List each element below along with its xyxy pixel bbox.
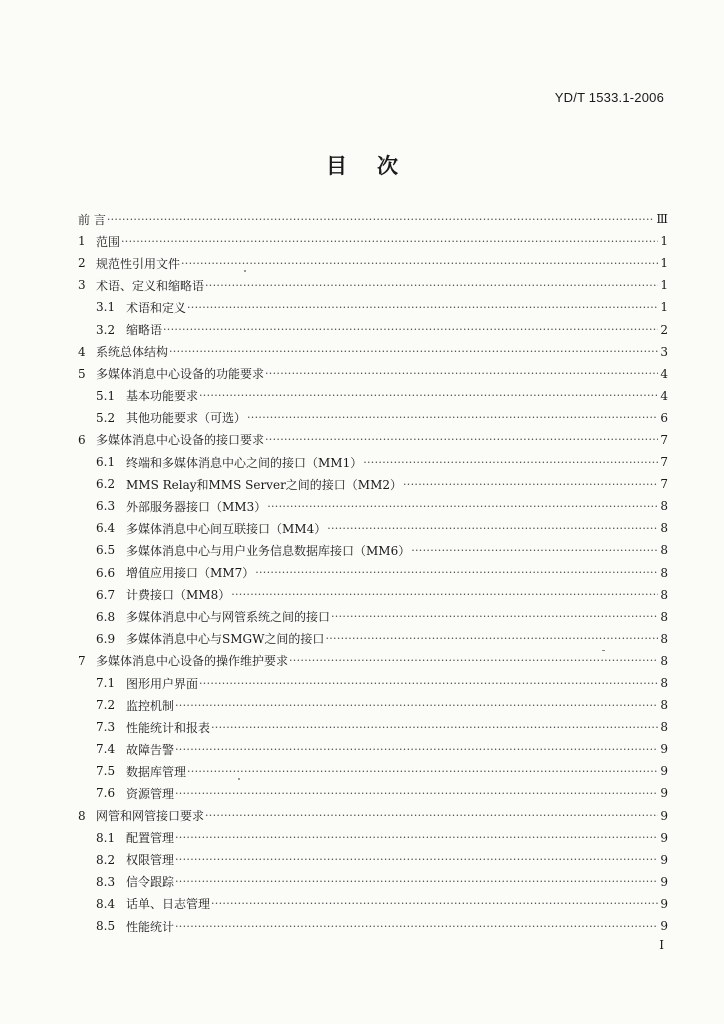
toc-leader-dots (121, 235, 658, 248)
toc-entry-number: 8 (78, 808, 86, 823)
toc-entry (78, 606, 668, 628)
toc-entry-title: 性能统计和报表 (126, 720, 211, 735)
table-of-contents (78, 208, 668, 937)
toc-leader-dots (247, 411, 658, 424)
toc-entry-page: 7 (660, 455, 668, 470)
toc-entry (78, 429, 668, 451)
toc-entry-title: 缩略语 (126, 323, 163, 338)
toc-entry-page: 8 (660, 587, 668, 602)
toc-entry (78, 539, 668, 561)
toc-entry-page: 8 (660, 631, 668, 646)
toc-entry (78, 584, 668, 606)
toc-entry (78, 208, 668, 230)
toc-leader-dots (267, 500, 658, 513)
toc-leader-dots (363, 456, 658, 469)
toc-leader-dots (187, 765, 658, 778)
toc-entry (78, 716, 668, 738)
toc-entry (78, 871, 668, 893)
toc-entry-title: 基本功能要求 (126, 389, 199, 404)
toc-entry-title: 外部服务器接口（MM3） (126, 499, 267, 514)
toc-entry-page: 8 (660, 543, 668, 558)
toc-entry-title: 增值应用接口（MM7） (126, 566, 255, 581)
toc-leader-dots (175, 920, 658, 933)
toc-leader-dots (265, 367, 658, 380)
toc-leader-dots (175, 743, 658, 756)
toc-leader-dots (231, 588, 658, 601)
scan-speck (602, 650, 605, 651)
toc-entry-page: 9 (660, 786, 668, 801)
toc-entry (78, 385, 668, 407)
toc-entry (78, 782, 668, 804)
toc-entry-page: 3 (660, 344, 668, 359)
toc-entry-title: 多媒体消息中心设备的接口要求 (96, 433, 265, 448)
toc-entry-page: 8 (660, 698, 668, 713)
toc-entry-page: 8 (660, 676, 668, 691)
toc-entry-title: 监控机制 (126, 698, 175, 713)
toc-entry-number: 4 (78, 344, 86, 359)
toc-entry-number: 8.3 (96, 874, 116, 889)
toc-leader-dots (331, 610, 658, 623)
toc-entry (78, 318, 668, 340)
toc-leader-dots (205, 809, 658, 822)
toc-entry (78, 296, 668, 318)
page-title: 目次 (326, 154, 428, 178)
toc-entry-title: 多媒体消息中心与用户业务信息数据库接口（MM6） (126, 543, 411, 558)
toc-entry-page: 1 (660, 300, 668, 315)
toc-entry-number: 7.6 (96, 786, 116, 801)
toc-leader-dots (211, 897, 658, 910)
toc-leader-dots (205, 279, 658, 292)
toc-entry-title: 性能统计 (126, 919, 175, 934)
toc-entry-page: 1 (660, 256, 668, 271)
toc-entry-title: 术语、定义和缩略语 (96, 278, 205, 293)
toc-entry-page: 1 (660, 278, 668, 293)
page-number: I (659, 938, 664, 952)
toc-entry-number: 6.5 (96, 543, 116, 558)
toc-entry (78, 694, 668, 716)
toc-entry (78, 738, 668, 760)
toc-entry (78, 760, 668, 782)
toc-entry-title: 数据库管理 (126, 764, 187, 779)
toc-entry-number: 6.9 (96, 631, 116, 646)
toc-entry-page: 8 (660, 653, 668, 668)
toc-leader-dots (187, 301, 658, 314)
toc-leader-dots (211, 721, 658, 734)
toc-entry (78, 230, 668, 252)
toc-leader-dots (163, 323, 658, 336)
toc-entry-number: 6.4 (96, 521, 116, 536)
toc-entry-page: 7 (660, 477, 668, 492)
toc-entry-number: 5 (78, 366, 86, 381)
toc-entry-number: 7.4 (96, 742, 116, 757)
toc-leader-dots (181, 257, 658, 270)
toc-entry-title: 资源管理 (126, 786, 175, 801)
toc-entry-title: 系统总体结构 (96, 345, 169, 360)
toc-entry-title: MMS Relay和MMS Server之间的接口（MM2） (126, 477, 403, 492)
toc-entry-page: 9 (660, 808, 668, 823)
toc-leader-dots (175, 853, 658, 866)
toc-entry (78, 495, 668, 517)
toc-leader-dots (403, 478, 658, 491)
toc-entry-page: 9 (660, 852, 668, 867)
toc-entry (78, 407, 668, 429)
toc-entry-title: 故障告警 (126, 742, 175, 757)
toc-leader-dots (107, 213, 655, 226)
toc-entry-title: 多媒体消息中心与网管系统之间的接口 (126, 610, 331, 625)
toc-entry-number: 5.1 (96, 388, 116, 403)
toc-leader-dots (175, 699, 658, 712)
toc-entry-title: 图形用户界面 (126, 676, 199, 691)
toc-entry (78, 517, 668, 539)
scan-speck (238, 778, 240, 780)
toc-entry-page: 8 (660, 609, 668, 624)
toc-entry (78, 451, 668, 473)
toc-leader-dots (199, 389, 658, 402)
toc-leader-dots (175, 875, 658, 888)
toc-entry (78, 252, 668, 274)
toc-entry-title: 术语和定义 (126, 300, 187, 315)
toc-entry-number: 2 (78, 256, 86, 271)
toc-entry-page: 1 (660, 234, 668, 249)
toc-entry-title: 其他功能要求（可选） (126, 411, 247, 426)
toc-entry-number: 7.3 (96, 720, 116, 735)
toc-entry-page: 7 (660, 432, 668, 447)
toc-entry (78, 849, 668, 871)
toc-entry-number: 6.3 (96, 499, 116, 514)
toc-entry-number: 6.8 (96, 609, 116, 624)
toc-entry-page: 8 (660, 521, 668, 536)
toc-entry-title: 网管和网管接口要求 (96, 809, 205, 824)
standard-number: YD/T 1533.1-2006 (554, 90, 664, 105)
toc-leader-dots (175, 787, 658, 800)
toc-entry-page: 9 (660, 874, 668, 889)
toc-entry-title: 多媒体消息中心间互联接口（MM4） (126, 521, 327, 536)
toc-entry-title: 多媒体消息中心设备的操作维护要求 (96, 654, 289, 669)
toc-entry-page: 8 (660, 499, 668, 514)
toc-entry-page: 2 (660, 322, 668, 337)
toc-entry-title: 终端和多媒体消息中心之间的接口（MM1） (126, 455, 363, 470)
toc-entry-number: 8.5 (96, 919, 116, 934)
toc-leader-dots (411, 544, 658, 557)
toc-entry-page: 9 (660, 830, 668, 845)
toc-entry-page: 9 (660, 742, 668, 757)
toc-entry-page: 4 (660, 388, 668, 403)
toc-entry (78, 672, 668, 694)
toc-leader-dots (325, 632, 658, 645)
toc-entry-page: 6 (660, 410, 668, 425)
toc-entry-number: 8.2 (96, 852, 116, 867)
toc-entry-title: 多媒体消息中心设备的功能要求 (96, 367, 265, 382)
toc-leader-dots (289, 654, 658, 667)
toc-leader-dots (175, 831, 658, 844)
toc-entry (78, 341, 668, 363)
toc-leader-dots (169, 345, 658, 358)
toc-entry (78, 650, 668, 672)
toc-entry (78, 473, 668, 495)
toc-entry-number: 6 (78, 432, 86, 447)
toc-leader-dots (199, 677, 658, 690)
toc-entry-number: 1 (78, 234, 86, 249)
toc-entry-page: 4 (660, 366, 668, 381)
toc-entry-number: 7.1 (96, 676, 116, 691)
toc-entry-page: 9 (660, 919, 668, 934)
toc-entry-title: 多媒体消息中心与SMGW之间的接口 (126, 632, 325, 647)
toc-entry-title: 权限管理 (126, 853, 175, 868)
toc-entry-number: 8.4 (96, 896, 116, 911)
toc-entry-title: 前 言 (78, 212, 106, 227)
toc-entry-title: 范围 (96, 234, 121, 249)
toc-entry-number: 3 (78, 278, 86, 293)
toc-entry-number: 7.2 (96, 698, 116, 713)
toc-entry (78, 628, 668, 650)
toc-leader-dots (265, 433, 658, 446)
toc-entry-number: 6.6 (96, 565, 116, 580)
toc-entry (78, 274, 668, 296)
toc-entry (78, 363, 668, 385)
scan-speck (244, 270, 246, 272)
toc-entry-page: 8 (660, 720, 668, 735)
toc-entry-number: 7.5 (96, 764, 116, 779)
toc-entry-number: 8.1 (96, 830, 116, 845)
toc-entry-page: Ⅲ (656, 212, 668, 227)
toc-entry (78, 562, 668, 584)
toc-leader-dots (327, 522, 658, 535)
toc-entry (78, 805, 668, 827)
toc-entry-title: 计费接口（MM8） (126, 588, 231, 603)
toc-entry-page: 9 (660, 896, 668, 911)
toc-leader-dots (255, 566, 658, 579)
toc-entry-page: 8 (660, 565, 668, 580)
toc-entry-number: 3.1 (96, 300, 116, 315)
toc-entry-title: 配置管理 (126, 831, 175, 846)
toc-entry-number: 6.7 (96, 587, 116, 602)
toc-entry-page: 9 (660, 764, 668, 779)
toc-entry-number: 6.1 (96, 455, 116, 470)
toc-entry-number: 3.2 (96, 322, 116, 337)
toc-entry (78, 915, 668, 937)
toc-entry-title: 信令跟踪 (126, 875, 175, 890)
toc-entry-title: 规范性引用文件 (96, 256, 181, 271)
toc-entry-number: 5.2 (96, 410, 116, 425)
toc-entry-number: 6.2 (96, 477, 116, 492)
toc-entry (78, 893, 668, 915)
toc-entry-number: 7 (78, 653, 86, 668)
toc-entry (78, 827, 668, 849)
toc-entry-title: 话单、日志管理 (126, 897, 211, 912)
